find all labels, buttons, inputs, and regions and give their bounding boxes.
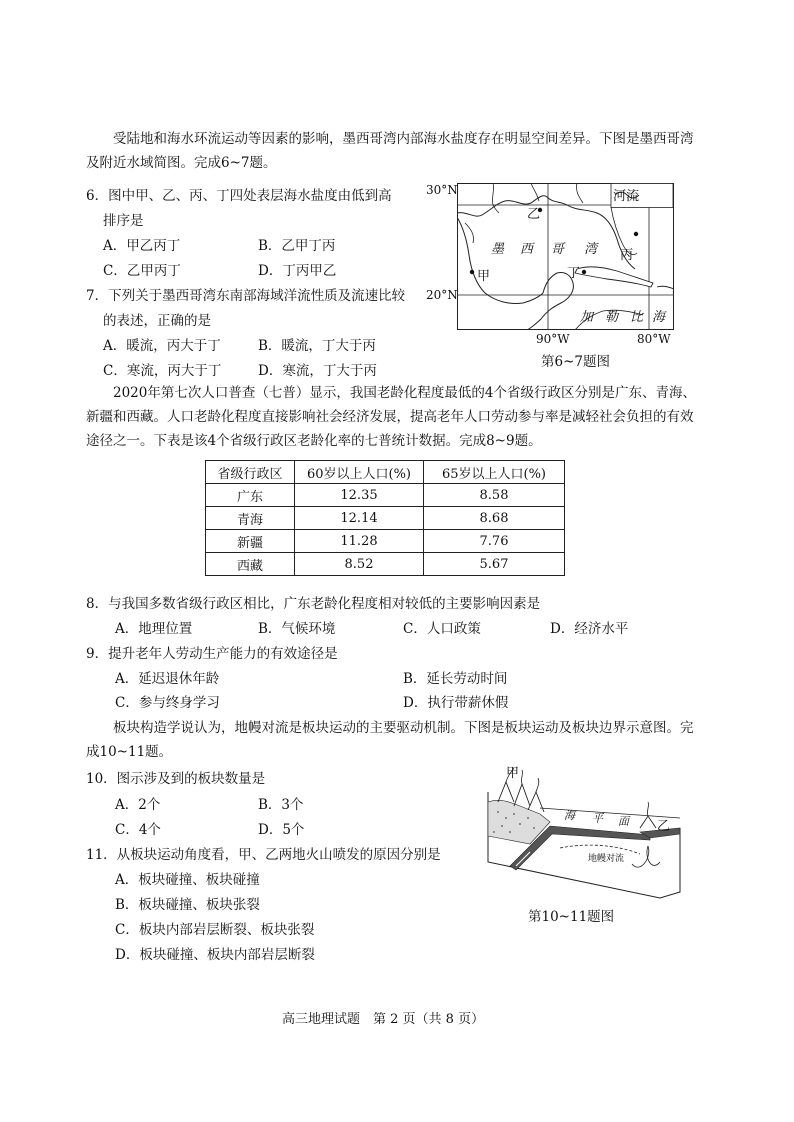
map1-lat-bottom: 20°N (426, 288, 458, 302)
q11-option-d: D．板块碰撞、板块内部岩层断裂 (115, 947, 315, 963)
q7-stem-line1: 7．下列关于墨西哥湾东南部海域洋流性质及流速比较 (86, 288, 406, 304)
q6-option-d: D．丁丙甲乙 (258, 263, 337, 279)
q11-stem: 11．从板块运动角度看，甲、乙两地火山喷发的原因分别是 (86, 847, 441, 863)
q6-option-c: C．乙甲丙丁 (103, 263, 181, 279)
q11-option-a: A．板块碰撞、板块碰撞 (115, 872, 260, 888)
table-cell: 广东 (206, 484, 295, 507)
q7-stem-line2: 的表述，正确的是 (103, 313, 211, 329)
table-cell: 12.35 (295, 484, 424, 507)
table-cell: 5.67 (424, 553, 565, 576)
map1-legend-label: 河流 (613, 189, 640, 204)
intro-paragraph-1: 受陆地和海水环流运动等因素的影响，墨西哥湾内部海水盐度存在明显空间差异。下图是墨西哥湾及附近水域简图。完成6~7题。 (86, 131, 694, 171)
q8-option-c: C．人口政策 (403, 621, 481, 637)
table-row (206, 553, 565, 576)
table-row (206, 530, 565, 553)
table-cell: 11.28 (295, 530, 424, 553)
table-header-cell: 65岁以上人口(%) (424, 461, 565, 484)
table-row (206, 484, 565, 507)
map1-lat-top: 30°N (426, 183, 458, 197)
map2-caption: 第10~11题图 (528, 909, 615, 925)
table-cell: 7.76 (424, 530, 565, 553)
intro-paragraph-3: 板块构造学说认为，地幔对流是板块运动的主要驱动机制。下图是板块运动及板块边界示意图。完成10~11题。 (86, 720, 694, 760)
diagram-label-yi: 乙 (657, 819, 671, 834)
q7-option-b: B．暖流，丁大于丙 (258, 338, 376, 354)
q10-option-c: C．4个 (115, 822, 161, 838)
sea-level-label-2: 平 (592, 812, 603, 825)
q7-option-c: C．寒流，丙大于丁 (103, 363, 222, 379)
gulf-label-2: 西 (520, 242, 534, 257)
intro-paragraph-2: 2020年第七次人口普查（七普）显示，我国老龄化程度最低的4个省级行政区分别是广东、青海、新疆和西藏。人口老龄化程度直接影响社会经济发展，提高老年人口劳动参与率是减轻社会负担的有效途径之一。下表是该4个省级行政区老龄化率的七普统计数据。完成8~9题。 (86, 385, 696, 449)
q9-option-d: D．执行带薪休假 (403, 695, 509, 711)
sea-label-2: 勒 (605, 310, 619, 325)
sea-level-label-1: 海 (564, 809, 575, 822)
q10-option-a: A．2个 (115, 797, 161, 813)
sea-label-4: 海 (652, 310, 666, 325)
q10-option-d: D．5个 (258, 822, 305, 838)
point-bing-label: 丙 (620, 248, 634, 263)
sea-label-3: 比 (630, 310, 644, 325)
q11-option-b: B．板块碰撞、板块张裂 (115, 897, 260, 913)
q10-option-b: B．3个 (258, 797, 304, 813)
sea-label-1: 加 (580, 310, 594, 325)
q6-option-b: B．乙甲丁丙 (258, 238, 336, 254)
map1-lon-right: 80°W (637, 332, 671, 346)
table-cell: 8.68 (424, 507, 565, 530)
point-jia-marker (470, 270, 474, 274)
q8-stem: 8．与我国多数省级行政区相比，广东老龄化程度相对较低的主要影响因素是 (86, 596, 541, 612)
q10-stem: 10．图示涉及到的板块数量是 (86, 771, 266, 787)
q7-option-d: D．寒流，丁大于丙 (258, 363, 377, 379)
table-header-row (206, 461, 565, 484)
table-cell: 8.52 (295, 553, 424, 576)
table-cell: 8.58 (424, 484, 565, 507)
q9-option-b: B．延长劳动时间 (403, 671, 508, 687)
q7-option-a: A．暖流，丙大于丁 (103, 338, 221, 354)
q9-option-a: A．延迟退休年龄 (115, 671, 220, 687)
point-jia-label: 甲 (477, 269, 491, 284)
sea-level-label-3: 面 (618, 815, 629, 828)
gulf-label-3: 哥 (551, 242, 565, 257)
table-cell: 新疆 (206, 530, 295, 553)
mantle-convection-label: 地幔对流 (588, 854, 625, 864)
q6-stem-line1: 6．图中甲、乙、丙、丁四处表层海水盐度由低到高 (86, 188, 392, 204)
table-cell: 12.14 (295, 507, 424, 530)
table-cell: 青海 (206, 507, 295, 530)
map1-caption: 第6~7题图 (541, 354, 610, 370)
table-header-cell: 省级行政区 (206, 461, 295, 484)
q9-stem: 9．提升老年人劳动生产能力的有效途径是 (86, 646, 338, 662)
aging-rate-table (205, 460, 565, 576)
diagram-label-jia: 甲 (506, 766, 520, 781)
table-header-cell: 60岁以上人口(%) (295, 461, 424, 484)
page-footer: 高三地理试题 第 2 页（共 8 页） (282, 1012, 485, 1027)
point-bing-marker (634, 232, 638, 236)
map1-lon-left: 90°W (536, 332, 570, 346)
point-yi-label: 乙 (527, 207, 541, 222)
q6-option-a: A．甲乙丙丁 (103, 238, 181, 254)
q6-stem-line2: 排序是 (103, 213, 144, 229)
q8-option-b: B．气候环境 (258, 621, 336, 637)
gulf-label-4: 湾 (584, 242, 598, 257)
table-row (206, 507, 565, 530)
q8-option-a: A．地理位置 (115, 621, 193, 637)
q8-option-d: D．经济水平 (550, 621, 629, 637)
q9-option-c: C．参与终身学习 (115, 695, 220, 711)
point-ding-label: 丁 (567, 266, 581, 281)
table-cell: 西藏 (206, 553, 295, 576)
gulf-label-1: 墨 (491, 242, 505, 257)
q11-option-c: C．板块内部岩层断裂、板块张裂 (115, 922, 315, 938)
point-ding-marker (582, 270, 586, 274)
